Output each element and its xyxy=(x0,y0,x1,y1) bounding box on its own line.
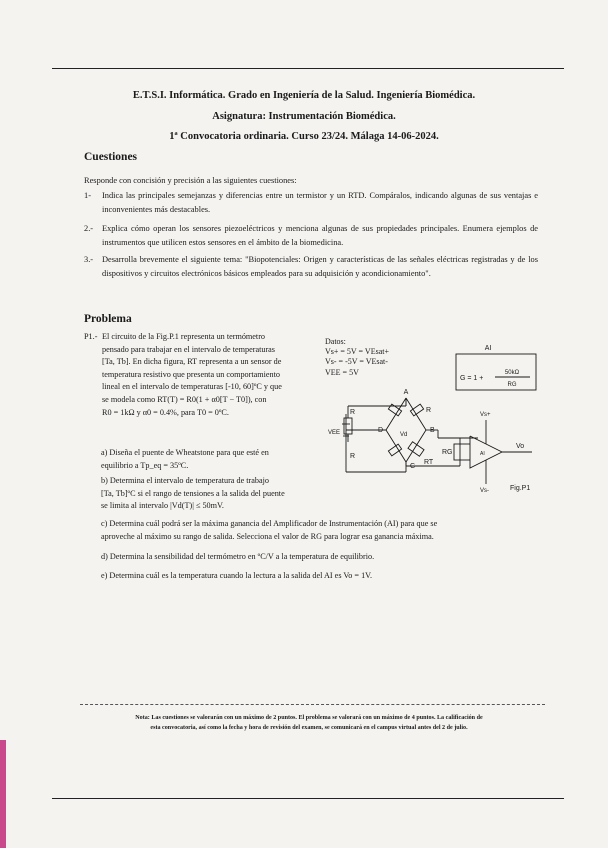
question-number: 2.- xyxy=(84,224,94,233)
part-a xyxy=(101,447,269,472)
label-rt: RT xyxy=(424,459,434,466)
datos-line: VEE = 5V xyxy=(325,367,359,377)
edge-mark xyxy=(0,740,6,848)
problem-line: [Ta, Tb]. En dicha figura, RT representa a un sensor de xyxy=(102,357,282,367)
question-text: Indica las principales semejanzas y diferencias entre un termistor y un RTD. Compáralos, indicando algunas de sus ventajas e inconvenientes más destacables. xyxy=(102,191,538,214)
part-e: e) Determina cuál es la temperatura cuando la lectura a la salida del AI es Vo = 1V. xyxy=(101,571,373,580)
part-line: b) Determina el intervalo de temperatura de trabajo xyxy=(101,476,269,485)
top-rule xyxy=(52,68,564,69)
part-line: a) Diseña el puente de Wheatstone para que esté en xyxy=(101,448,269,457)
problem-line: lineal en el intervalo de temperaturas [-10, 60]ºC y que xyxy=(102,382,282,392)
part-line: c) Determina cuál podrá ser la máxima ganancia del Amplificador de Instrumentación (AI) para que se xyxy=(101,519,438,528)
problem-line: se modela como RT(T) = R0(1 + α0[T − T0]), con xyxy=(102,394,267,404)
problem-line: R0 = 1kΩ y α0 = 0.4%, para T0 = 0ºC. xyxy=(102,407,229,417)
question-number: 1- xyxy=(84,191,91,200)
gain-numerator: 50kΩ xyxy=(504,370,520,376)
gain-denominator: RG xyxy=(507,382,517,388)
node-d: D xyxy=(378,427,384,434)
cuestiones-title: Cuestiones xyxy=(84,151,138,163)
label-vs-minus: Vs- xyxy=(480,488,489,494)
circuit-figure xyxy=(320,340,550,500)
wheatstone-bridge xyxy=(386,398,426,462)
header-line-1: E.T.S.I. Informática. Grado en Ingeniería de la Salud. Ingeniería Biomédica. xyxy=(132,90,476,101)
question-number: 3.- xyxy=(84,255,94,264)
header-line-3: 1ª Convocatoria ordinaria. Curso 23/24. Málaga 14-06-2024. xyxy=(169,131,439,142)
part-line: equilibrio a Tp_eq = 35ºC. xyxy=(101,460,189,470)
ai-gain-box xyxy=(456,354,536,390)
resistor-r-right xyxy=(410,404,423,416)
resistor-rg xyxy=(454,444,460,460)
problem-line: temperatura resistivo que presenta un comportamiento xyxy=(102,369,281,379)
part-line: se limita al intervalo |Vd(T)| ≤ 50mV. xyxy=(101,501,224,511)
question-text: Desarrolla brevemente el siguiente tema: "Biopotenciales: Origen y características de las señales eléctricas registradas y de los dispositivos y circuitos electrónicos básicos empleados para su adquisición y acondicionamiento". xyxy=(102,255,538,278)
label-rg: RG xyxy=(442,449,453,456)
problem-line: El circuito de la Fig.P.1 representa un termómetro xyxy=(102,332,266,341)
figure-caption: Fig.P1 xyxy=(510,485,531,492)
ai-title: AI xyxy=(484,345,492,352)
label-vs-plus: Vs+ xyxy=(480,412,491,418)
note-line-2: esta convocatoria, así como la fecha y hora de revisión del examen, se comunicará en el campus virtual antes del 2 de julio. xyxy=(150,725,468,731)
header-line-2: Asignatura: Instrumentación Biomédica. xyxy=(212,111,396,122)
part-line: [Ta, Tb]ºC si el rango de tensiones a la salida del puente xyxy=(101,488,285,498)
question-text: Explica cómo operan los sensores piezoeléctricos y menciona algunas de sus propiedades principales. Enumera ejemplos de instrumentos que utilicen estos sensores en el ámbito de la biomedicina. xyxy=(102,224,538,247)
datos-line: Vs- = -5V = VEsat- xyxy=(325,357,388,367)
resistor-r-top-left xyxy=(344,418,352,434)
note-line-1: Nota: Las cuestiones se valorarán con un máximo de 2 puntos. El problema se valorará con un máximo de 4 puntos. La calificación de xyxy=(135,715,483,721)
part-d: d) Determina la sensibilidad del termómetro en ºC/V a la temperatura de equilibrio. xyxy=(101,552,375,561)
cuestiones-intro: Responde con concisión y precisión a las siguientes cuestiones: xyxy=(84,176,297,185)
part-c xyxy=(101,518,541,543)
label-vd: Vd xyxy=(400,432,408,438)
datos-title: Datos: xyxy=(325,337,346,346)
problema-title: Problema xyxy=(84,313,132,325)
datos-line: Vs+ = 5V = VEsat+ xyxy=(325,347,389,357)
bottom-rule xyxy=(52,798,564,799)
label-r-3: R xyxy=(350,453,356,460)
node-c: C xyxy=(410,463,416,470)
label-vo: Vo xyxy=(516,443,525,450)
problem-number: P1.- xyxy=(84,332,98,341)
part-line: aproveche al máximo su rango de salida. Selecciona el valor de RG para lograr esa ganancia máxima. xyxy=(101,531,434,541)
resistor-r-bottom-left xyxy=(388,444,401,456)
label-r-2: R xyxy=(426,407,432,414)
node-a: A xyxy=(403,389,409,396)
part-b xyxy=(101,475,285,513)
gain-lhs: G = 1 + xyxy=(460,375,484,382)
resistor-rt xyxy=(408,442,424,457)
label-vee: VEE xyxy=(328,430,341,436)
label-r-1: R xyxy=(350,409,356,416)
label-ai-box: AI xyxy=(480,451,485,457)
dotted-divider xyxy=(80,704,545,705)
node-b: B xyxy=(430,427,435,434)
problem-line: pensado para trabajar en el intervalo de temperaturas xyxy=(102,344,275,354)
